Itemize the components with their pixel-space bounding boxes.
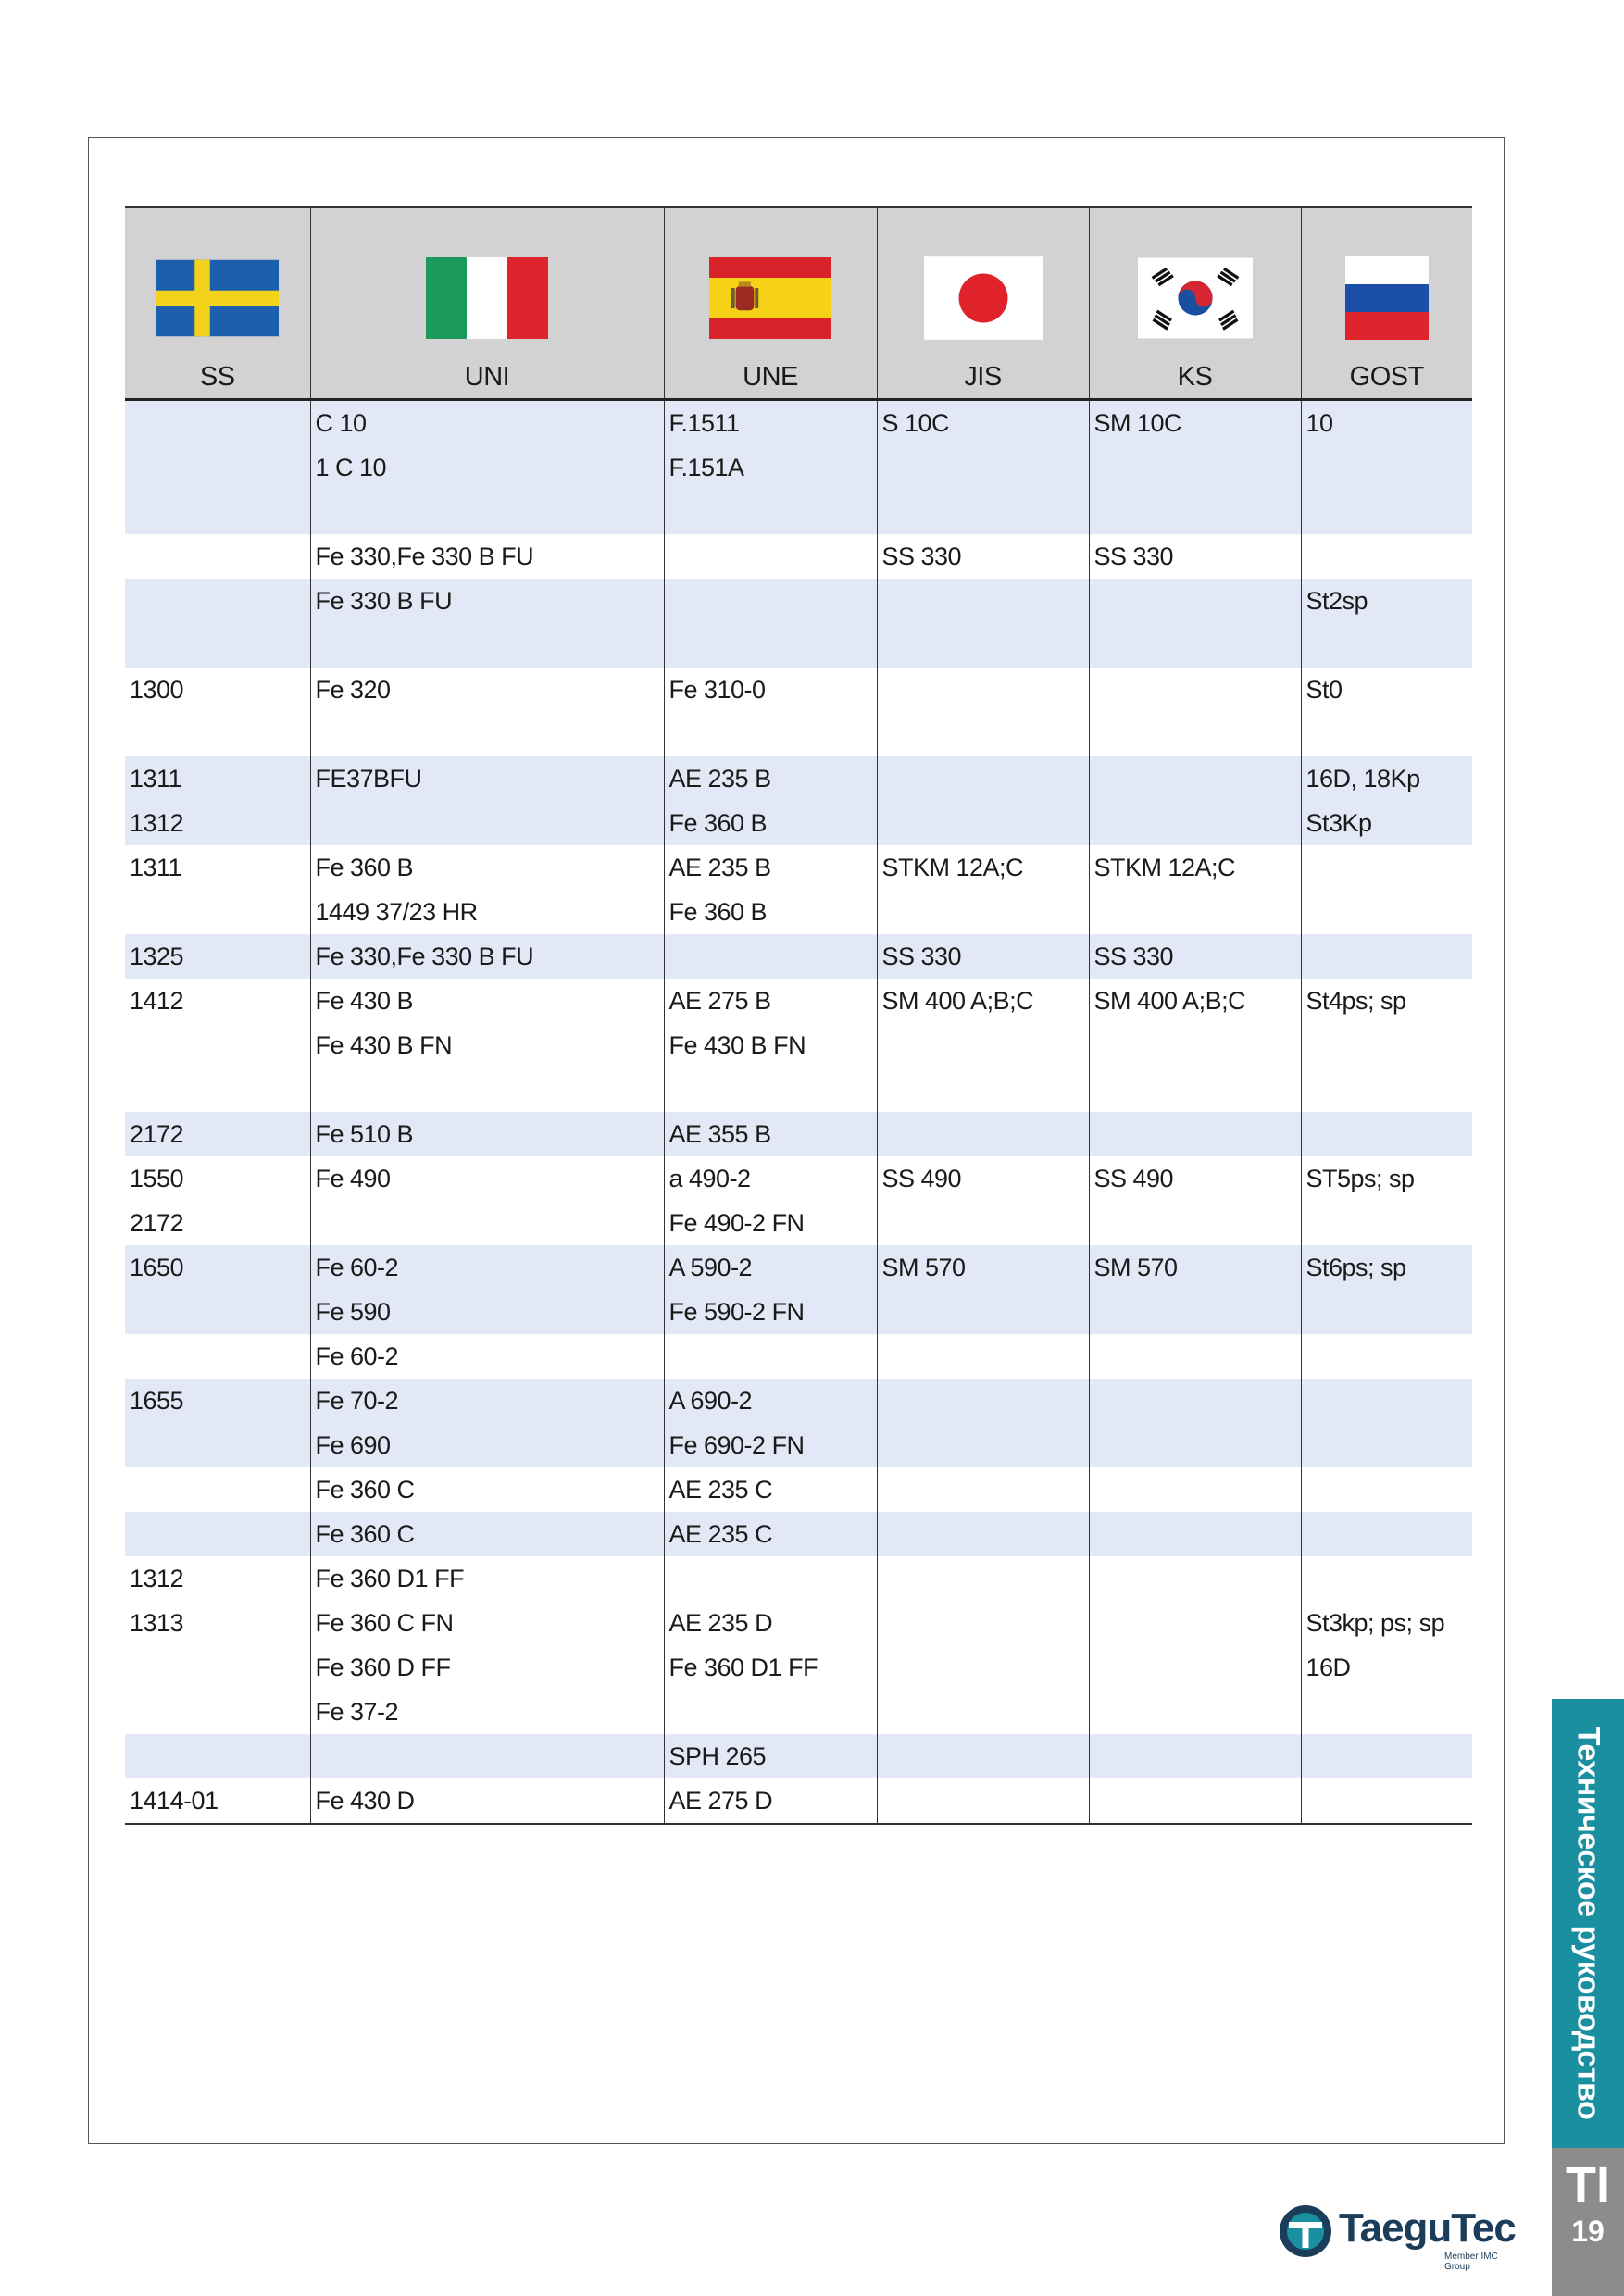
table-row (125, 845, 1472, 934)
grade-uni: Fe 360 B (315, 854, 414, 881)
cell-ks (1089, 534, 1301, 579)
grade-uni: 1 C 10 (315, 454, 387, 481)
grade-une: Fe 490-2 FN (668, 1209, 805, 1237)
cell-une (664, 1156, 877, 1245)
cell-ss (125, 979, 310, 1112)
table-row (125, 400, 1472, 535)
cell-uni (310, 1245, 664, 1334)
cell-gost (1301, 1556, 1472, 1734)
sweden-flag-icon (156, 256, 279, 340)
grade-gost: ST5ps; sp (1305, 1165, 1415, 1192)
grade-une: SPH 265 (668, 1742, 767, 1770)
cell-ss (125, 534, 310, 579)
grade-une: Fe 360 B (668, 809, 768, 837)
grade-uni: Fe 360 C FN (315, 1609, 454, 1637)
cell-jis (877, 1245, 1089, 1334)
table-row (125, 668, 1472, 756)
cell-uni (310, 579, 664, 668)
grade-jis: SS 330 (881, 942, 962, 970)
cell-gost (1301, 400, 1472, 535)
grade-ss: 1313 (130, 1609, 184, 1637)
cell-ss (125, 934, 310, 979)
grade-ks: SS 490 (1093, 1165, 1174, 1192)
grade-une: AE 275 B (668, 987, 771, 1015)
cell-ks (1089, 1467, 1301, 1512)
grade-une: Fe 430 B FN (668, 1031, 806, 1059)
grade-uni: Fe 320 (315, 676, 391, 704)
cell-ss (125, 1112, 310, 1156)
cell-jis (877, 979, 1089, 1112)
cell-gost (1301, 934, 1472, 979)
cell-uni (310, 1112, 664, 1156)
grade-uni: Fe 360 D1 FF (315, 1565, 465, 1592)
section-code-box (1552, 2148, 1624, 2296)
section-title: Техническое руководство (1570, 1726, 1606, 2120)
cell-une (664, 1112, 877, 1156)
italy-flag-icon (426, 256, 548, 340)
grade-ss: 1312 (130, 809, 184, 837)
cell-ss (125, 756, 310, 845)
grade-ks: SM 10C (1093, 409, 1182, 437)
grade-ks: SM 400 A;B;C (1093, 987, 1246, 1015)
grade-ks: SS 330 (1093, 543, 1174, 570)
grade-ss: 1312 (130, 1565, 184, 1592)
cell-ss (125, 1334, 310, 1379)
cell-uni (310, 845, 664, 934)
cell-jis (877, 534, 1089, 579)
cell-ss (125, 1245, 310, 1334)
cell-uni (310, 1379, 664, 1467)
grade-uni: Fe 70-2 (315, 1387, 399, 1415)
cell-ks (1089, 1556, 1301, 1734)
blank-line (669, 1556, 877, 1601)
table-row (125, 1734, 1472, 1778)
cell-jis (877, 845, 1089, 934)
spain-flag-icon (709, 256, 831, 340)
cell-ss (125, 1778, 310, 1824)
grade-uni: Fe 330 B FU (315, 587, 453, 615)
cell-ks (1089, 1778, 1301, 1824)
grade-ss: 1325 (130, 942, 184, 970)
cell-gost (1301, 1156, 1472, 1245)
cell-jis (877, 1334, 1089, 1379)
page-number: 19 (1571, 2215, 1605, 2248)
cell-uni (310, 400, 664, 535)
table-row (125, 1556, 1472, 1734)
cell-uni (310, 934, 664, 979)
grade-uni: Fe 330,Fe 330 B FU (315, 942, 534, 970)
cell-une (664, 1734, 877, 1778)
cell-ss (125, 1556, 310, 1734)
cell-une (664, 979, 877, 1112)
cell-ss (125, 1156, 310, 1245)
grade-une: AE 235 C (668, 1520, 773, 1548)
cell-gost (1301, 668, 1472, 756)
grade-gost: St3Kp (1305, 809, 1372, 837)
header-gost (1301, 207, 1472, 400)
cell-ss (125, 579, 310, 668)
cell-uni (310, 1556, 664, 1734)
cell-ss (125, 1467, 310, 1512)
grade-uni: Fe 330,Fe 330 B FU (315, 543, 534, 570)
cell-ks (1089, 1334, 1301, 1379)
grade-jis: SM 400 A;B;C (881, 987, 1034, 1015)
grade-uni: C 10 (315, 409, 367, 437)
cell-une (664, 579, 877, 668)
cell-ss (125, 1512, 310, 1556)
cell-gost (1301, 1112, 1472, 1156)
cell-jis (877, 400, 1089, 535)
cell-uni (310, 1734, 664, 1778)
grade-gost: St2sp (1305, 587, 1368, 615)
grade-uni: Fe 37-2 (315, 1698, 399, 1726)
cell-gost (1301, 1467, 1472, 1512)
cell-ss (125, 668, 310, 756)
logo-name: TaeguTec (1339, 2205, 1516, 2251)
cell-ks (1089, 400, 1301, 535)
cell-une (664, 1512, 877, 1556)
cell-uni (310, 668, 664, 756)
table-row (125, 934, 1472, 979)
table-row (125, 979, 1472, 1112)
grade-uni: FE37BFU (315, 765, 422, 792)
table-header-row (125, 207, 1472, 400)
cell-jis (877, 756, 1089, 845)
table-row (125, 1778, 1472, 1824)
cell-uni (310, 1467, 664, 1512)
cell-ks (1089, 1379, 1301, 1467)
logo-tagline: Member IMC Group (1444, 2252, 1498, 2272)
cell-ks (1089, 1245, 1301, 1334)
header-label-gost: GOST (1349, 362, 1424, 392)
cell-une (664, 668, 877, 756)
grade-une: F.1511 (668, 409, 740, 437)
table-row (125, 534, 1472, 579)
cell-une (664, 1245, 877, 1334)
cell-uni (310, 1778, 664, 1824)
cell-gost (1301, 1334, 1472, 1379)
cell-jis (877, 1379, 1089, 1467)
grade-ss: 1655 (130, 1387, 184, 1415)
header-uni (310, 207, 664, 400)
korea-flag-icon (1138, 256, 1253, 340)
cell-gost (1301, 979, 1472, 1112)
grade-ss: 2172 (130, 1209, 184, 1237)
cell-ks (1089, 756, 1301, 845)
header-ss (125, 207, 310, 400)
grade-ss: 1650 (130, 1254, 184, 1281)
japan-flag-icon (924, 256, 1043, 340)
grade-une: AE 235 B (668, 854, 771, 881)
cell-une (664, 756, 877, 845)
grade-gost: St6ps; sp (1305, 1254, 1406, 1281)
grade-ss: 1412 (130, 987, 184, 1015)
cell-une (664, 845, 877, 934)
cell-ss (125, 845, 310, 934)
cell-gost (1301, 1379, 1472, 1467)
table-row (125, 1467, 1472, 1512)
cell-uni (310, 756, 664, 845)
table-row (125, 1334, 1472, 1379)
grade-une: AE 235 D (668, 1609, 773, 1637)
cell-jis (877, 668, 1089, 756)
grade-uni: Fe 360 C (315, 1520, 415, 1548)
table-row (125, 579, 1472, 668)
grade-uni: Fe 60-2 (315, 1254, 399, 1281)
cell-une (664, 1556, 877, 1734)
grade-une: Fe 590-2 FN (668, 1298, 805, 1326)
grade-gost: St0 (1305, 676, 1343, 704)
grade-ss: 2172 (130, 1120, 184, 1148)
cell-ks (1089, 668, 1301, 756)
cell-ks (1089, 934, 1301, 979)
grade-une: AE 275 D (668, 1787, 773, 1815)
grade-uni: Fe 430 B (315, 987, 414, 1015)
table-row (125, 1112, 1472, 1156)
grade-une: A 690-2 (668, 1387, 753, 1415)
cell-jis (877, 1734, 1089, 1778)
grade-une: AE 235 C (668, 1476, 773, 1504)
cell-uni (310, 1512, 664, 1556)
grade-jis: STKM 12A;C (881, 854, 1024, 881)
cell-jis (877, 934, 1089, 979)
table-row (125, 1245, 1472, 1334)
grade-uni: Fe 590 (315, 1298, 391, 1326)
cell-ks (1089, 845, 1301, 934)
grade-uni: Fe 60-2 (315, 1342, 399, 1370)
cell-une (664, 934, 877, 979)
cell-ks (1089, 1512, 1301, 1556)
cell-une (664, 400, 877, 535)
cell-jis (877, 1112, 1089, 1156)
header-ks (1089, 207, 1301, 400)
header-une (664, 207, 877, 400)
grade-une: Fe 310-0 (668, 676, 766, 704)
grade-jis: SS 490 (881, 1165, 962, 1192)
grade-uni: Fe 690 (315, 1431, 391, 1459)
header-label-ks: KS (1177, 362, 1213, 392)
cell-ks (1089, 979, 1301, 1112)
section-code: TI (1566, 2157, 1610, 2213)
header-label-jis: JIS (964, 362, 1002, 392)
grade-uni: Fe 510 B (315, 1120, 414, 1148)
grade-une: Fe 360 B (668, 898, 768, 926)
cell-ks (1089, 1734, 1301, 1778)
grade-jis: S 10C (881, 409, 950, 437)
grade-ks: SM 570 (1093, 1254, 1178, 1281)
cell-jis (877, 1512, 1089, 1556)
grade-ss: 1550 (130, 1165, 184, 1192)
cell-ks (1089, 579, 1301, 668)
grade-ss: 1300 (130, 676, 184, 704)
russia-flag-icon (1330, 256, 1444, 340)
grade-une: Fe 360 D1 FF (668, 1653, 818, 1681)
table-row (125, 1379, 1472, 1467)
cell-jis (877, 1778, 1089, 1824)
taegutec-logo-icon (1276, 2202, 1335, 2261)
grade-gost: 16D, 18Kp (1305, 765, 1420, 792)
grade-ks: SS 330 (1093, 942, 1174, 970)
cell-une (664, 534, 877, 579)
steel-grade-comparison-table (125, 206, 1472, 1825)
grade-gost: 10 (1305, 409, 1333, 437)
cell-jis (877, 1467, 1089, 1512)
grade-ks: STKM 12A;C (1093, 854, 1236, 881)
grade-uni: Fe 360 C (315, 1476, 415, 1504)
cell-ks (1089, 1156, 1301, 1245)
cell-gost (1301, 534, 1472, 579)
table-row (125, 1512, 1472, 1556)
grade-ss: 1311 (130, 854, 182, 881)
grade-uni: Fe 430 B FN (315, 1031, 453, 1059)
cell-gost (1301, 1734, 1472, 1778)
grade-une: AE 355 B (668, 1120, 771, 1148)
cell-jis (877, 1156, 1089, 1245)
cell-gost (1301, 1778, 1472, 1824)
cell-gost (1301, 845, 1472, 934)
grade-uni: Fe 430 D (315, 1787, 415, 1815)
grade-jis: SM 570 (881, 1254, 966, 1281)
cell-une (664, 1778, 877, 1824)
grade-uni: 1449 37/23 HR (315, 898, 478, 926)
grade-une: Fe 690-2 FN (668, 1431, 805, 1459)
grade-gost: St3kp; ps; sp (1305, 1609, 1445, 1637)
header-label-une: UNE (743, 362, 798, 392)
cell-gost (1301, 1245, 1472, 1334)
grade-une: F.151A (668, 454, 744, 481)
grade-gost: 16D (1305, 1653, 1351, 1681)
cell-une (664, 1379, 877, 1467)
grade-uni: Fe 360 D FF (315, 1653, 451, 1681)
table-row (125, 1156, 1472, 1245)
grade-une: AE 235 B (668, 765, 771, 792)
cell-ss (125, 1379, 310, 1467)
section-side-tab (1552, 1699, 1624, 2148)
cell-une (664, 1334, 877, 1379)
grade-une: a 490-2 (668, 1165, 751, 1192)
cell-uni (310, 979, 664, 1112)
cell-uni (310, 1156, 664, 1245)
cell-ks (1089, 1112, 1301, 1156)
cell-gost (1301, 1512, 1472, 1556)
cell-uni (310, 1334, 664, 1379)
table-row (125, 756, 1472, 845)
grade-ss: 1311 (130, 765, 182, 792)
grade-uni: Fe 490 (315, 1165, 391, 1192)
header-jis (877, 207, 1089, 400)
header-label-ss: SS (199, 362, 235, 392)
grade-jis: SS 330 (881, 543, 962, 570)
cell-gost (1301, 579, 1472, 668)
table-body (125, 400, 1472, 1825)
blank-line (1306, 1556, 1473, 1601)
grade-gost: St4ps; sp (1305, 987, 1406, 1015)
taegutec-logo (1276, 2202, 1517, 2272)
header-label-uni: UNI (464, 362, 510, 392)
cell-une (664, 1467, 877, 1512)
cell-uni (310, 534, 664, 579)
cell-ss (125, 400, 310, 535)
grade-une: A 590-2 (668, 1254, 753, 1281)
cell-jis (877, 579, 1089, 668)
grade-ss: 1414-01 (130, 1787, 219, 1815)
cell-gost (1301, 756, 1472, 845)
cell-ss (125, 1734, 310, 1778)
cell-jis (877, 1556, 1089, 1734)
